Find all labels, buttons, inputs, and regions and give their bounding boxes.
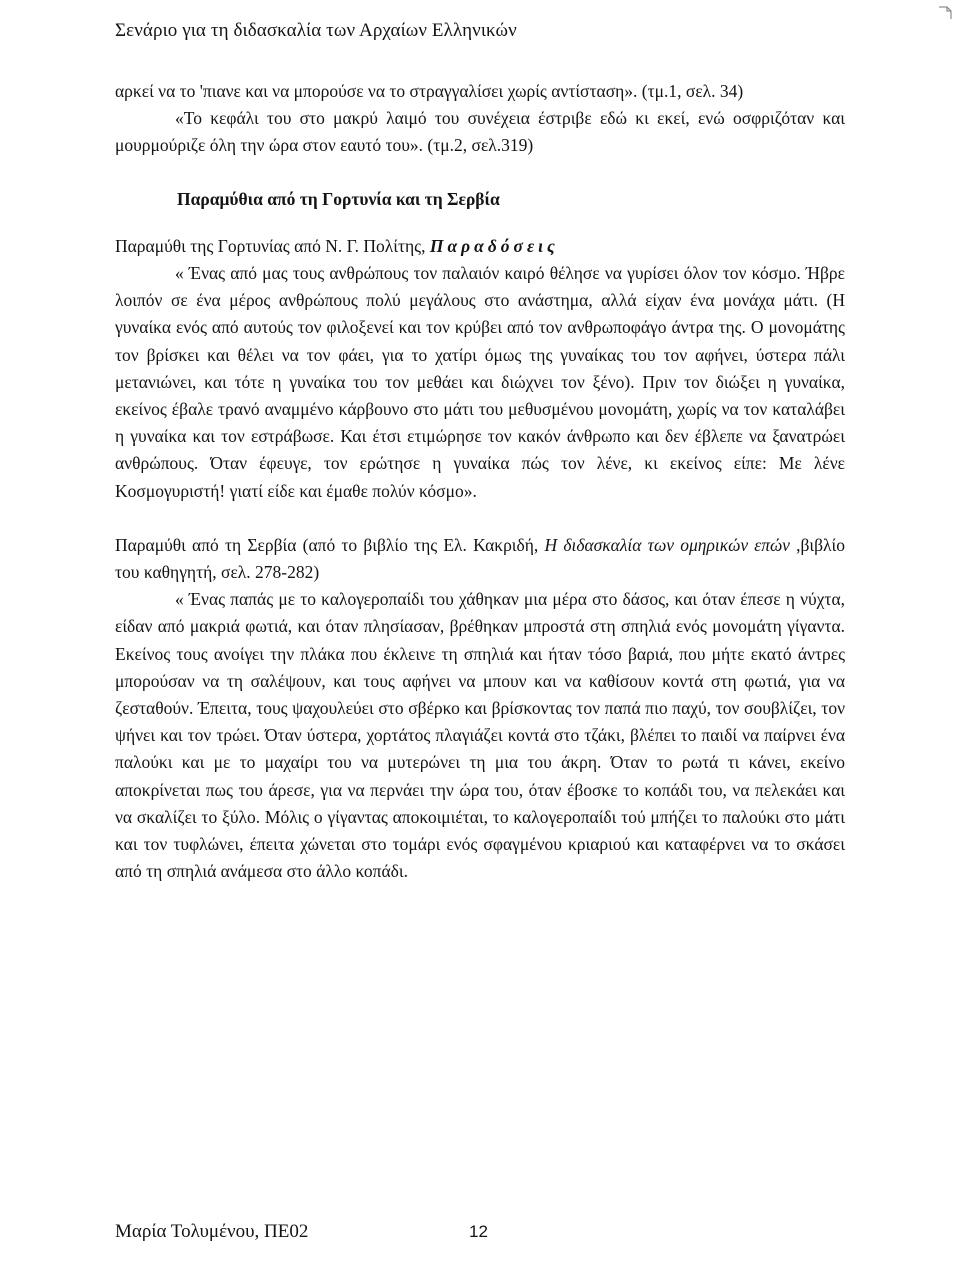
source-2-suffix: ,βιβλίο του καθηγητή, σελ. 278-282) bbox=[115, 534, 845, 583]
section-heading: Παραμύθια από τη Γορτυνία και τη Σερβία bbox=[177, 188, 500, 209]
page-header-title: Σενάριο για τη διδασκαλία των Αρχαίων Ελληνικών bbox=[115, 20, 517, 41]
quote-paragraph-2: «Το κεφάλι του στο μακρύ λαιμό του συνέχεια έστριβε εδώ κι εκεί, ενώ οσφριζόταν και μουρμούριζε όλη την ώρα στον εαυτό του». (τμ.2, σελ.319) bbox=[115, 108, 845, 156]
document-body bbox=[115, 78, 845, 885]
source-2-title: Η διδασκαλία των ομηρικών επών bbox=[544, 534, 790, 555]
page-number: 12 bbox=[469, 1222, 488, 1241]
source-line-1 bbox=[115, 233, 845, 260]
story-serbia: « Ένας παπάς με το καλογεροπαίδι του χάθηκαν μια μέρα στο δάσος, και όταν έπεσε η νύχτα, είδαν από μακριά φωτιά, και όταν πλησίασαν, βρέθηκαν μπροστά στη σπηλιά ενός μονομάτη γίγαντα. Εκείνος τους ανοίγει την πλάκα που έκλεινε τη σπηλιά και ήταν τόσο βαριά, που μήτε εκατό άντρες μπορούσαν να τη σαλέψουν, και τους αφήνει να μπουν και να καθίσουν κοντά στη φωτιά, για να ζεσταθούν. Έπειτα, τους ψαχουλεύει στο σβέρκο και βρίσκοντας τον παπά πιο παχύ, τον σουβλίζει, τον ψήνει και τον τρώει. Όταν ύστερα, χορτάτος πλαγιάζει κοντά στο τζάκι, βλέπει το παιδί να παίρνει ένα παλούκι και με το μαχαίρι του να μυτερώνει τη μια του άκρη. Όταν το ρωτά τι κάνει, εκείνο αποκρίνεται πως του άρεσε, για να περνάει την ώρα του, όταν έβοσκε το κοπάδι του, να πελεκάει και να σκαλίζει το ξύλο. Μόλις ο γίγαντας αποκοιμιέται, το καλογεροπαίδι τού μπήζει το παλούκι στο μάτι και τον τυφλώνει, έπειτα χώνεται στο τομάρι ενός σφαγμένου κριαριού και καταφέρνει να το σκάσει από τη σπηλιά ανάμεσα στο άλλο κοπάδι. bbox=[115, 589, 845, 882]
source-1-title: Παραδόσεις bbox=[429, 235, 559, 256]
footer-author: Μαρία Τολυμένου, ΠΕ02 bbox=[115, 1221, 309, 1242]
page-corner-icon bbox=[938, 6, 952, 20]
quote-paragraph-1: αρκεί να το 'πιανε και να μπορούσε να το στραγγαλίσει χωρίς αντίσταση». (τμ.1, σελ. 34) bbox=[115, 81, 744, 101]
story-gortynia: « Ένας από μας τους ανθρώπους τον παλαιόν καιρό θέλησε να γυρίσει όλον τον κόσμο. Ήβρε λοιπόν σε ένα μέρος ανθρώπους πολύ μεγάλους στο ανάστημα, αλλά είχαν ένα μονάχα μάτι. (Η γυναίκα ενός από αυτούς τον φιλοξενεί και τον κρύβει από τον ανθρωποφάγο άντρα της. Ο μονομάτης τον βρίσκει και θέλει να τον φάει, για το χατίρι όμως της γυναίκας του τον αφήνει, ύστερα πάλι μετανιώνει, και τότε η γυναίκα του τον μεθάει και διώχνει τον ξένο). Πριν τον διώξει η γυναίκα, εκείνος έβαλε τρανό αναμμένο κάρβουνο στο μάτι του μεθυσμένου μονομάτη, χωρίς να τον καταλάβει η γυναίκα και τον εστράβωσε. Και έτσι ετιμώρησε τον κακόν άνθρωπο και δεν έβλεπε να ξανατρώει ανθρώπους. Όταν έφευγε, τον ερώτησε η γυναίκα πώς τον λένε, κι εκείνος είπε: Με λένε Κοσμογυριστή! γιατί είδε και έμαθε πολύν κόσμο». bbox=[115, 263, 845, 501]
spacer bbox=[115, 505, 845, 532]
source-2-text: Παραμύθι από τη Σερβία (από το βιβλίο της Ελ. Κακριδή, bbox=[115, 534, 545, 555]
source-1-text: Παραμύθι της Γορτυνίας από Ν. Γ. Πολίτης, bbox=[115, 235, 430, 256]
source-line-2 bbox=[115, 532, 845, 586]
